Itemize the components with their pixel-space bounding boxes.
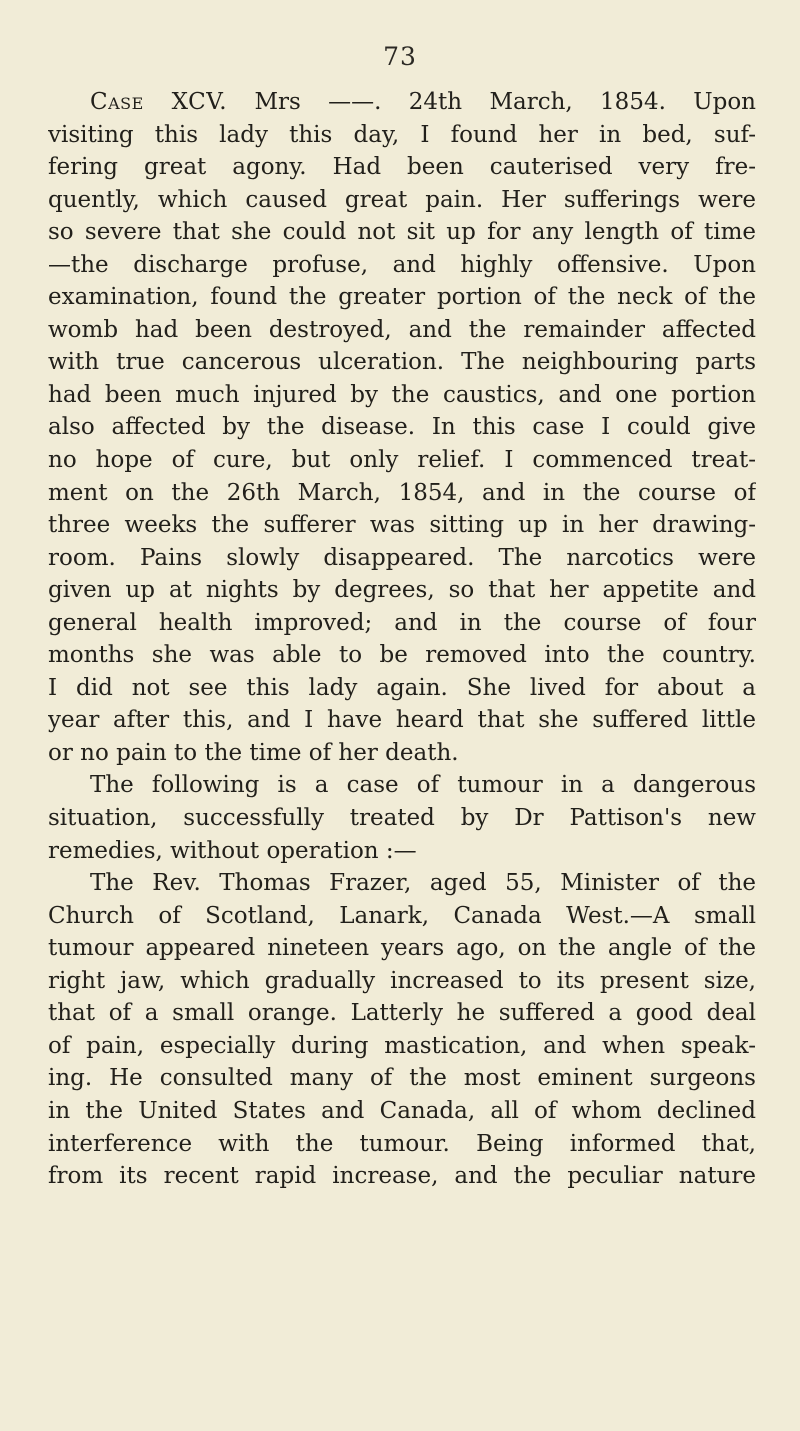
case-heading-text: Mrs ——. 24th March, 1854. Upon bbox=[254, 89, 756, 115]
body-text bbox=[48, 86, 756, 1193]
text-line: Church of Scotland, Lanark, Canada West.—A small bbox=[48, 902, 756, 929]
text-line: year after this, and I have heard that she suffered little bbox=[48, 707, 756, 734]
text-line: interference with the tumour. Being informed that, bbox=[48, 1130, 756, 1157]
text-line: situation, successfully treated by Dr Pattison's new bbox=[48, 805, 756, 832]
text-line: fering great agony. Had been cauterised very fre- bbox=[48, 154, 756, 181]
text-line: with true cancerous ulceration. The neighbouring parts bbox=[48, 349, 756, 376]
text-line: womb had been destroyed, and the remainder affected bbox=[48, 316, 756, 343]
text-line: had been much injured by the caustics, and one portion bbox=[48, 381, 756, 408]
paragraph-start-line: The following is a case of tumour in a dangerous bbox=[90, 772, 756, 799]
page-number: 73 bbox=[383, 42, 417, 71]
case-heading-line bbox=[48, 86, 756, 119]
text-line: I did not see this lady again. She lived for about a bbox=[48, 674, 756, 701]
text-line: room. Pains slowly disappeared. The narcotics were bbox=[48, 544, 756, 571]
text-line: also affected by the disease. In this case I could give bbox=[48, 414, 756, 441]
text-line: ing. He consulted many of the most eminent surgeons bbox=[48, 1065, 756, 1092]
text-line: of pain, especially during mastication, and when speak- bbox=[48, 1032, 756, 1059]
text-line: in the United States and Canada, all of whom declined bbox=[48, 1097, 756, 1124]
text-line: that of a small orange. Latterly he suffered a good deal bbox=[48, 1000, 756, 1027]
text-line: visiting this lady this day, I found her in bed, suf- bbox=[48, 121, 756, 148]
text-line: no hope of cure, but only relief. I commenced treat- bbox=[48, 447, 756, 474]
text-line: three weeks the sufferer was sitting up in her drawing- bbox=[48, 512, 756, 539]
text-line: months she was able to be removed into the country. bbox=[48, 642, 756, 669]
text-line: examination, found the greater portion of the neck of the bbox=[48, 284, 756, 311]
text-line: right jaw, which gradually increased to its present size, bbox=[48, 967, 756, 994]
text-line: —the discharge profuse, and highly offensive. Upon bbox=[48, 251, 756, 278]
text-line: so severe that she could not sit up for any length of time bbox=[48, 219, 756, 246]
paragraph-start-line: The Rev. Thomas Frazer, aged 55, Minister of the bbox=[90, 870, 756, 897]
text-line: given up at nights by degrees, so that her appetite and bbox=[48, 577, 756, 604]
text-line: tumour appeared nineteen years ago, on the angle of the bbox=[48, 935, 756, 962]
text-line: ment on the 26th March, 1854, and in the course of bbox=[48, 479, 756, 506]
case-label: Case XCV. bbox=[90, 89, 228, 115]
paragraph-end-line: or no pain to the time of her death. bbox=[48, 739, 459, 766]
text-line: quently, which caused great pain. Her sufferings were bbox=[48, 186, 756, 213]
text-line: general health improved; and in the course of four bbox=[48, 609, 756, 636]
paragraph-end-line: remedies, without operation :— bbox=[48, 837, 417, 864]
text-line: from its recent rapid increase, and the peculiar nature bbox=[48, 1163, 756, 1190]
